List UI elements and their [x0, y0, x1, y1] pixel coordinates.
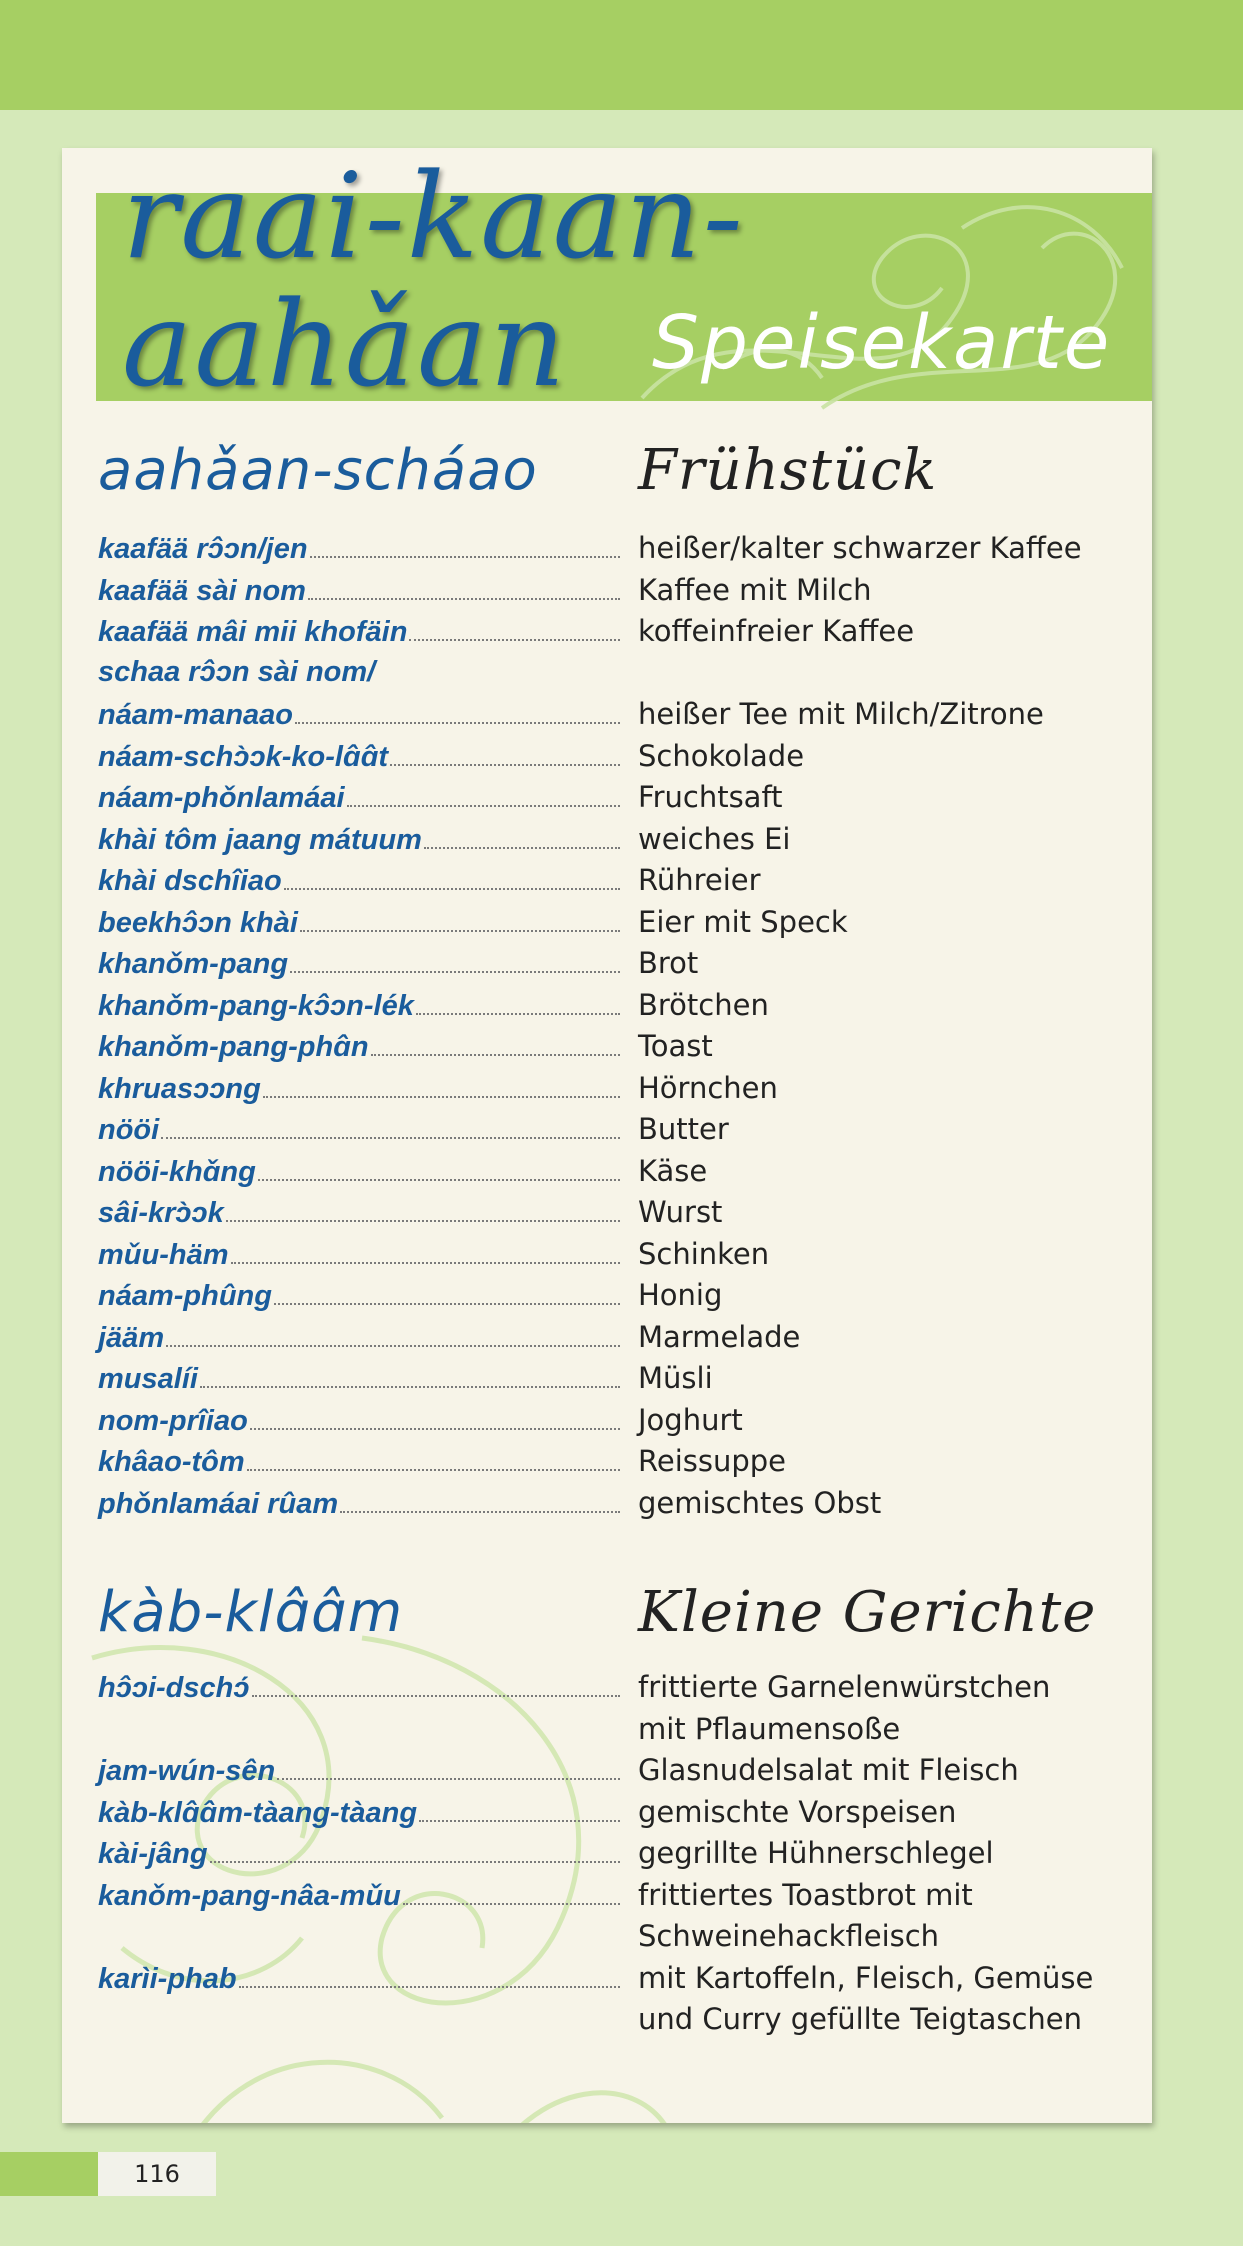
menu-item-thai	[98, 1322, 638, 1355]
menu-item-thai-text: nom-prîiao	[98, 1404, 248, 1437]
menu-item-thai-text: jääm	[98, 1321, 165, 1354]
menu-row	[98, 1195, 1128, 1237]
menu-item-german: Toast	[638, 1029, 713, 1063]
dotted-leader	[250, 1428, 620, 1430]
page-tab	[0, 2152, 98, 2196]
menu-item-german: Schinken	[638, 1236, 770, 1271]
snacks-list	[98, 1670, 1128, 2044]
menu-item-thai	[98, 1446, 638, 1479]
dotted-leader	[263, 1096, 620, 1098]
menu-item-german: mit Pflaumensoße	[638, 1711, 901, 1746]
menu-item-german: Marmelade	[638, 1319, 801, 1354]
menu-item-thai	[98, 1797, 638, 1830]
menu-item-german: gegrillte Hühnerschlegel	[638, 1836, 994, 1870]
menu-item-german: und Curry gefüllte Teigtaschen	[638, 2002, 1083, 2036]
dotted-leader	[258, 1179, 620, 1181]
menu-item-thai-text: schaa rɔ̂ɔn sài nom/	[98, 655, 376, 688]
dotted-leader	[284, 888, 620, 890]
menu-item-german: weiches Ei	[638, 821, 791, 856]
menu-item-thai	[98, 1405, 638, 1438]
dotted-leader	[300, 930, 620, 932]
menu-item-thai-text: náam-phûng	[98, 1280, 272, 1312]
menu-row	[98, 905, 1128, 947]
dotted-leader	[161, 1137, 620, 1139]
dotted-leader	[274, 1303, 620, 1305]
snacks-heading-thai: kàb-klɑ̂ɑ̂m	[98, 1580, 404, 1645]
menu-row	[98, 1444, 1128, 1486]
menu-item-german: gemischtes Obst	[638, 1485, 882, 1520]
dotted-leader	[290, 971, 620, 973]
menu-item-german: Hörnchen	[638, 1070, 778, 1105]
menu-row	[98, 2002, 1128, 2044]
dotted-leader	[371, 1054, 620, 1056]
menu-item-thai	[98, 948, 638, 981]
menu-item-thai	[98, 1239, 638, 1272]
menu-item-thai-text: kaafää mâi mii khofäin	[98, 616, 408, 648]
breakfast-heading-german: Frühstück	[638, 438, 938, 503]
menu-item-thai-text: kaafää sài nom	[98, 574, 306, 607]
dotted-leader	[416, 1013, 620, 1015]
menu-item-thai-text: nööi	[98, 1114, 160, 1146]
menu-row	[98, 1878, 1128, 1920]
menu-row	[98, 822, 1128, 864]
menu-row	[98, 1403, 1128, 1445]
menu-item-thai-text: khài tôm jaang mátuum	[98, 823, 422, 856]
menu-row	[98, 1712, 1128, 1754]
menu-row	[98, 1486, 1128, 1528]
menu-item-thai-text: náam-manaao	[98, 699, 294, 731]
menu-item-thai	[98, 990, 638, 1023]
menu-item-thai	[98, 656, 638, 689]
menu-item-thai-text: khanǒm-pang-kɔ̂ɔn-lék	[98, 989, 414, 1022]
menu-item-thai	[98, 1280, 638, 1313]
menu-item-thai-text: jam-wún-sên	[98, 1755, 276, 1787]
menu-item-thai	[98, 699, 638, 732]
dotted-leader	[308, 598, 620, 600]
menu-item-thai-text: sâi-krɔ̀ɔk	[98, 1197, 224, 1229]
menu-row	[98, 656, 1128, 698]
dotted-leader	[403, 1903, 620, 1905]
menu-item-thai	[98, 1963, 638, 1996]
menu-row	[98, 739, 1128, 781]
menu-row	[98, 946, 1128, 988]
page-number: 116	[98, 2152, 216, 2196]
dotted-leader	[310, 556, 620, 558]
dotted-leader	[409, 639, 620, 641]
menu-item-thai-text: phǒnlamáai rûam	[98, 1487, 339, 1520]
snacks-heading	[98, 1580, 1128, 1660]
menu-item-german: Müsli	[638, 1361, 713, 1395]
menu-item-german: mit Kartoffeln, Fleisch, Gemüse	[638, 1960, 1094, 1995]
menu-page	[62, 148, 1152, 2123]
menu-item-thai	[98, 1073, 638, 1106]
menu-item-thai-text: khanǒm-pang	[98, 948, 289, 980]
dotted-leader	[390, 764, 620, 766]
menu-item-thai-text: kàb-klɑ̂ɑ̂m-tàang-tàang	[98, 1796, 418, 1829]
menu-row	[98, 1795, 1128, 1837]
dotted-leader	[347, 805, 620, 807]
menu-title-german: Speisekarte	[652, 300, 1112, 386]
menu-item-german: heißer Tee mit Milch/Zitrone	[638, 697, 1044, 731]
menu-item-thai-text: khâao-tôm	[98, 1446, 245, 1478]
menu-item-german: Butter	[638, 1112, 729, 1146]
dotted-leader	[419, 1820, 620, 1822]
menu-item-german: Rühreier	[638, 863, 761, 897]
menu-item-thai-text: mǔu-häm	[98, 1238, 229, 1271]
menu-item-thai	[98, 1197, 638, 1230]
menu-item-thai	[98, 1755, 638, 1788]
menu-item-thai	[98, 1488, 638, 1521]
menu-item-german: frittiertes Toastbrot mit	[638, 1877, 973, 1912]
menu-item-german: Joghurt	[638, 1402, 743, 1437]
menu-item-thai-text: beekhɔ̂ɔn khài	[98, 906, 298, 939]
dotted-leader	[247, 1469, 620, 1471]
menu-item-thai	[98, 1156, 638, 1189]
dotted-leader	[210, 1861, 620, 1863]
menu-item-german: Schokolade	[638, 738, 805, 773]
menu-row	[98, 780, 1128, 822]
menu-item-german: Brötchen	[638, 987, 769, 1022]
dotted-leader	[340, 1511, 620, 1513]
menu-item-german: Fruchtsaft	[638, 780, 783, 814]
breakfast-heading	[98, 438, 1128, 518]
top-color-band	[0, 0, 1243, 110]
dotted-leader	[166, 1345, 620, 1347]
menu-item-thai-text: khài dschîiao	[98, 865, 282, 897]
menu-row	[98, 988, 1128, 1030]
dotted-leader	[239, 1986, 620, 1988]
menu-item-thai-text: kanǒm-pang-nâa-mǔu	[98, 1879, 401, 1912]
menu-row	[98, 614, 1128, 656]
menu-item-thai-text: karìi-phab	[98, 1962, 237, 1995]
menu-item-thai	[98, 616, 638, 649]
menu-row	[98, 573, 1128, 615]
menu-item-thai-text: náam-phǒnlamáai	[98, 782, 345, 814]
menu-row	[98, 863, 1128, 905]
menu-item-thai-text: hɔ̂ɔi-dschɔ́	[98, 1672, 250, 1704]
menu-item-german: Brot	[638, 946, 699, 980]
menu-item-thai-text: nööi-khɑ̌ng	[98, 1155, 256, 1188]
menu-item-german: Kaffee mit Milch	[638, 572, 872, 607]
menu-item-thai-text: khanǒm-pang-phɑ̂n	[98, 1031, 369, 1063]
menu-item-thai	[98, 533, 638, 566]
menu-row	[98, 531, 1128, 573]
dotted-leader	[200, 1386, 620, 1388]
menu-item-thai	[98, 575, 638, 608]
menu-item-thai-text: khruasɔɔng	[98, 1072, 261, 1105]
snacks-heading-german: Kleine Gerichte	[638, 1580, 1097, 1645]
breakfast-list	[98, 531, 1128, 1527]
breakfast-heading-thai: aahǎan-scháao	[98, 438, 538, 503]
menu-row	[98, 1919, 1128, 1961]
dotted-leader	[295, 722, 620, 724]
menu-item-thai	[98, 865, 638, 898]
menu-item-german: Glasnudelsalat mit Fleisch	[638, 1753, 1019, 1787]
menu-item-thai	[98, 1363, 638, 1396]
dotted-leader	[424, 847, 620, 849]
menu-row	[98, 1237, 1128, 1279]
menu-row	[98, 1278, 1128, 1320]
menu-item-german: Honig	[638, 1278, 723, 1312]
menu-item-thai	[98, 741, 638, 774]
menu-row	[98, 1961, 1128, 2003]
menu-item-german: gemischte Vorspeisen	[638, 1794, 957, 1829]
dotted-leader	[231, 1262, 621, 1264]
menu-item-thai	[98, 1031, 638, 1064]
menu-item-thai	[98, 1114, 638, 1147]
menu-item-thai	[98, 782, 638, 815]
menu-item-thai	[98, 824, 638, 857]
menu-item-german: Käse	[638, 1153, 708, 1188]
dotted-leader	[226, 1220, 620, 1222]
menu-item-thai-text: kaafää rɔ̂ɔn/jen	[98, 533, 308, 565]
menu-item-german: heißer/kalter schwarzer Kaffee	[638, 531, 1082, 565]
menu-item-thai-text: kài-jâng	[98, 1838, 208, 1870]
menu-title-thai: raai-kaan- aahǎan	[122, 148, 745, 413]
menu-item-thai	[98, 907, 638, 940]
menu-row	[98, 1670, 1128, 1712]
dotted-leader	[252, 1695, 621, 1697]
menu-row	[98, 1320, 1128, 1362]
menu-item-thai	[98, 1672, 638, 1705]
menu-item-thai	[98, 1880, 638, 1913]
menu-item-german: Wurst	[638, 1195, 723, 1229]
menu-item-thai-text: musalíi	[98, 1363, 198, 1395]
menu-row	[98, 1154, 1128, 1196]
menu-item-thai-text: náam-schɔ̀ɔk-ko-lɑ̂ɑ̂t	[98, 740, 389, 773]
menu-item-german: koffeinfreier Kaffee	[638, 614, 915, 648]
menu-row	[98, 1071, 1128, 1113]
menu-item-german: frittierte Garnelenwürstchen	[638, 1670, 1051, 1704]
menu-row	[98, 1112, 1128, 1154]
menu-row	[98, 1361, 1128, 1403]
menu-item-german: Eier mit Speck	[638, 904, 848, 939]
menu-row	[98, 1029, 1128, 1071]
menu-item-german: Reissuppe	[638, 1444, 787, 1478]
menu-row	[98, 1836, 1128, 1878]
menu-item-german: Schweinehackfleisch	[638, 1919, 940, 1953]
dotted-leader	[277, 1778, 620, 1780]
menu-item-thai	[98, 1838, 638, 1871]
menu-row	[98, 697, 1128, 739]
menu-row	[98, 1753, 1128, 1795]
